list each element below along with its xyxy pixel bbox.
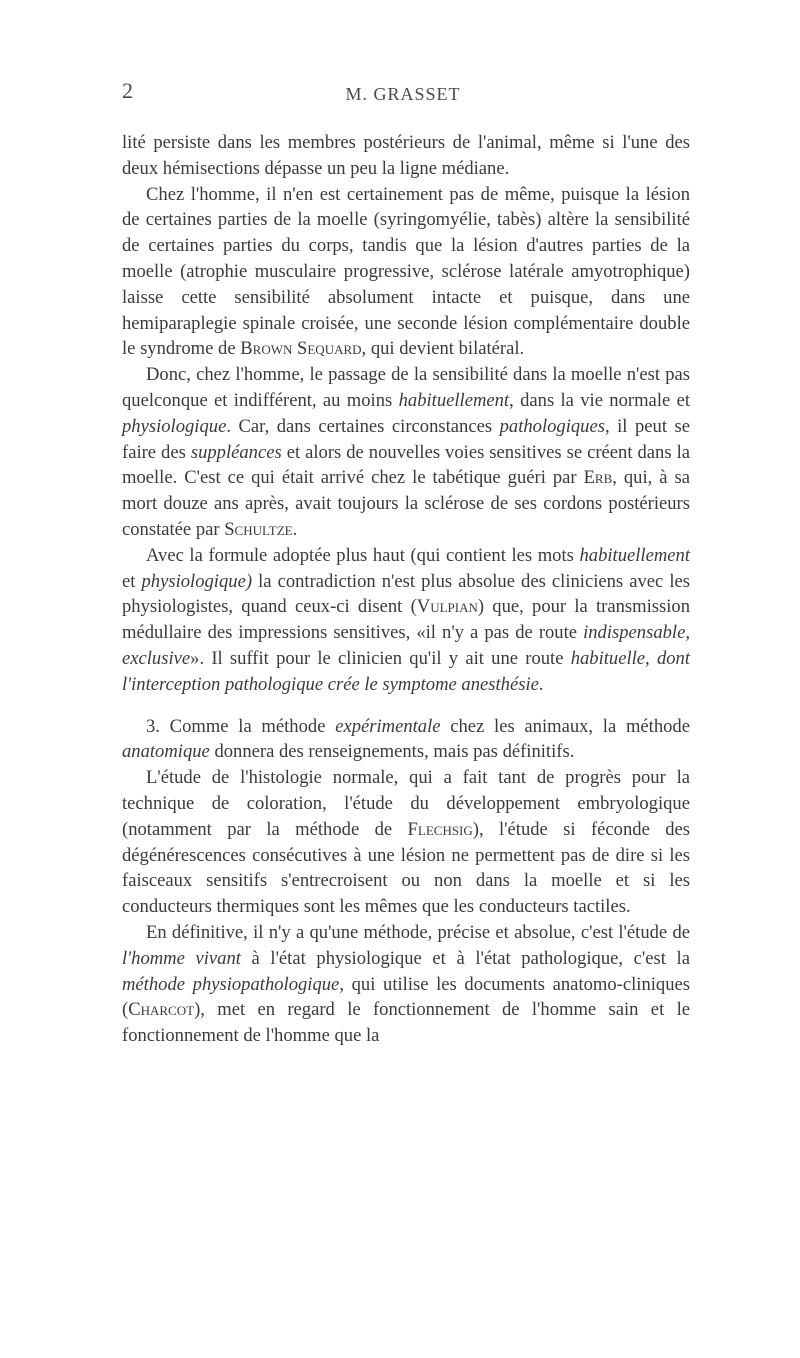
paragraph-6 <box>122 765 690 920</box>
text-run: , qui devient bilatéral. <box>361 338 525 360</box>
body-text <box>122 130 690 1049</box>
text-run: chez les animaux, la méthode <box>440 715 690 737</box>
author-name: Erb <box>583 467 613 489</box>
text-run: , qui, à sa mort douze ans après, avait toujours la sclérose de ses cordons postérieurs constatée par <box>122 467 690 540</box>
paragraph-4 <box>122 543 690 698</box>
emphasis: l'homme vivant <box>122 947 241 969</box>
emphasis: expérimentale <box>335 715 441 737</box>
paragraph-7 <box>122 920 690 1049</box>
emphasis: pathologiques <box>499 415 605 437</box>
text-run: Donc, chez l'homme, le passage de la sensibilité dans la moelle n'est pas quelconque et indifférent, au moins <box>122 364 690 411</box>
text-run: , qui utilise les documents anatomo-cliniques ( <box>122 973 690 1021</box>
text-run: . <box>538 673 544 695</box>
emphasis: physiologique <box>122 415 227 437</box>
text-run: L'étude de l'histologie normale, qui a fait tant de progrès pour la technique de coloration, l'étude du développement embryologique (notamment par la méthode de <box>122 767 690 840</box>
text-run: En définitive, il n'y a qu'une méthode, précise et absolue, c'est l'étude de <box>146 921 690 943</box>
paragraph-5 <box>122 714 690 766</box>
author-name: Flechsig <box>407 818 473 840</box>
author-name: Brown Sequard <box>240 338 362 360</box>
author-name: Charcot <box>128 999 195 1021</box>
text-run: ) que, pour la transmission médullaire des impressions sensitives, «il n'y a pas de route <box>122 596 690 644</box>
page-number: 2 <box>122 78 133 103</box>
text-run: la contradiction n'est plus absolue des cliniciens avec les physiologistes, quand ceux-ci disent ( <box>122 570 690 618</box>
emphasis: méthode physiopathologique <box>122 973 340 995</box>
page-header <box>122 80 684 108</box>
text-run: à l'état physiologique et à l'état pathologique, c'est la <box>240 947 690 969</box>
author-name: Schultze <box>224 518 293 540</box>
paragraph-3 <box>122 362 690 543</box>
text-run: et alors de nouvelles voies sensitives se créent dans la moelle. C'est ce qui était arrivé chez le tabétique guéri par <box>122 441 690 489</box>
text-run: , il peut se faire des <box>122 415 690 463</box>
text-run: lité persiste dans les membres postérieurs de l'animal, même si l'une des deux hémisections dépasse un peu la ligne médiane. <box>122 132 690 179</box>
text-run: 3. Comme la méthode <box>146 715 336 737</box>
text-run: Chez l'homme, il n'en est certainement pas de même, puisque la lésion de certaines parties de la moelle (syringomyélie, tabès) altère la sensibilité de certaines parties du corps, tandis que la lésion d'autres parties de la moelle (atrophie musculaire progressive, sclérose latérale amyotrophique) laisse cette sensibilité absolument intacte et puisque, dans une hemiparaplegie spinale croisée, une seconde lésion complémentaire double le syndrome de <box>122 183 690 360</box>
text-run: ». Il suffit pour le clinicien qu'il y ait une route <box>190 647 571 669</box>
text-run: Avec la formule adoptée plus haut (qui contient les mots <box>146 544 580 566</box>
author-name: Vulpian <box>416 596 478 618</box>
emphasis: indispensable, exclusive <box>122 622 690 669</box>
text-run: . Car, dans certaines circonstances <box>226 415 500 437</box>
emphasis: suppléances <box>190 441 282 463</box>
emphasis: habituellement <box>398 389 510 411</box>
text-run: , dans la vie normale et <box>509 389 690 411</box>
emphasis: anatomique <box>122 741 210 763</box>
paragraph-1 <box>122 130 690 182</box>
text-run: ), met en regard le fonctionnement de l'homme sain et le fonctionnement de l'homme que la <box>122 999 690 1047</box>
text-run: . <box>292 518 298 540</box>
text-run: et <box>122 570 142 592</box>
emphasis: physiologique) <box>141 570 253 592</box>
paragraph-2 <box>122 182 690 363</box>
running-head: M. GRASSET <box>345 84 461 104</box>
emphasis: habituelle, dont l'interception pathologique crée le symptome anesthésie <box>122 647 691 695</box>
text-run: ), l'étude si féconde des dégénérescences consécutives à une lésion ne permettent pas de dire si les faisceaux sensitifs s'entrecroisent ou non dans la moelle et si les conducteurs thermiques sont les mêmes que les conducteurs tactiles. <box>122 818 690 918</box>
text-run: donnera des renseignements, mais pas définitifs. <box>209 741 575 763</box>
emphasis: habituellement <box>579 544 690 566</box>
